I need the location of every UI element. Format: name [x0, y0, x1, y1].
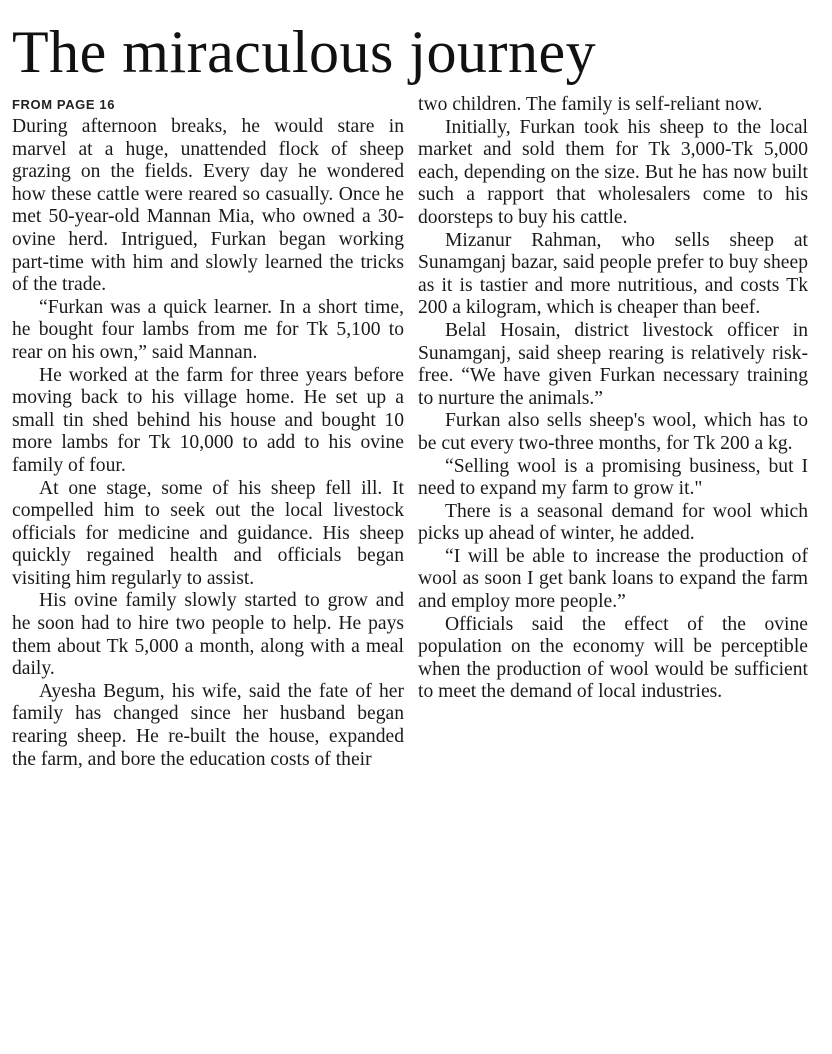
- paragraph-left-4: At one stage, some of his sheep fell ill. It compelled him to seek out the local livestock officials for medicine and guidance. His sheep quickly regained health and officials began visiting him regularly to assist.: [12, 477, 404, 589]
- paragraph-right-5: Furkan also sells sheep's wool, which has to be cut every two-three months, for Tk 200 a kg.: [418, 410, 808, 454]
- paragraph-right-1: two children. The family is self-reliant now.: [418, 94, 763, 115]
- paragraph-left-2: “Furkan was a quick learner. In a short time, he bought four lambs from me for Tk 5,100 to rear on his own,” said Mannan.: [12, 296, 404, 363]
- paragraph-right-8: “I will be able to increase the production of wool as soon I get bank loans to expand the farm and employ more people.”: [418, 545, 808, 613]
- headline: The miraculous journey: [12, 19, 597, 85]
- paragraph-right-4: Belal Hosain, district livestock officer in Sunamganj, said sheep rearing is relatively risk-free. “We have given Furkan necessary training to nurture the animals.”: [418, 319, 808, 409]
- paragraph-right-7: There is a seasonal demand for wool which picks up ahead of winter, he added.: [418, 500, 808, 545]
- paragraph-left-5: His ovine family slowly started to grow and he soon had to hire two people to help. He pays them about Tk 5,000 a month, along with a meal daily.: [12, 590, 404, 680]
- paragraph-right-3: Mizanur Rahman, who sells sheep at Sunamganj bazar, said people prefer to buy sheep as it is tastier and more nutritious, and costs Tk 200 a kilogram, which is cheaper than beef.: [418, 229, 808, 319]
- paragraph-left-1: During afternoon breaks, he would stare in marvel at a huge, unattended flock of sheep grazing on the fields. Every day he wondered how these cattle were reared so casually. Once he met 50-year-old Mannan Mia, who owned a 30-ovine herd. Intrigued, Furkan began working part-time with him and slowly learned the tricks of the trade.: [12, 116, 404, 296]
- paragraph-right-2: Initially, Furkan took his sheep to the local market and sold them for Tk 3,000-Tk 5,000 each, depending on the size. But he has now built such a rapport that wholesalers come to his doorsteps to buy his cattle.: [418, 116, 808, 228]
- left-column: [12, 94, 404, 771]
- continuation-kicker: FROM PAGE 16: [12, 97, 116, 112]
- right-column: [418, 94, 808, 704]
- paragraph-left-3: He worked at the farm for three years before moving back to his village home. He set up a small tin shed behind his house and bought 10 more lambs for Tk 10,000 to add to his ovine family of four.: [12, 364, 404, 476]
- paragraph-right-9: Officials said the effect of the ovine population on the economy will be perceptible when the production of wool would be sufficient to meet the demand of local industries.: [418, 613, 808, 703]
- paragraph-right-6: “Selling wool is a promising business, but I need to expand my farm to grow it.": [418, 455, 808, 500]
- paragraph-left-6: Ayesha Begum, his wife, said the fate of her family has changed since her husband began rearing sheep. He re-built the house, expanded the farm, and bore the education costs of their: [12, 680, 404, 770]
